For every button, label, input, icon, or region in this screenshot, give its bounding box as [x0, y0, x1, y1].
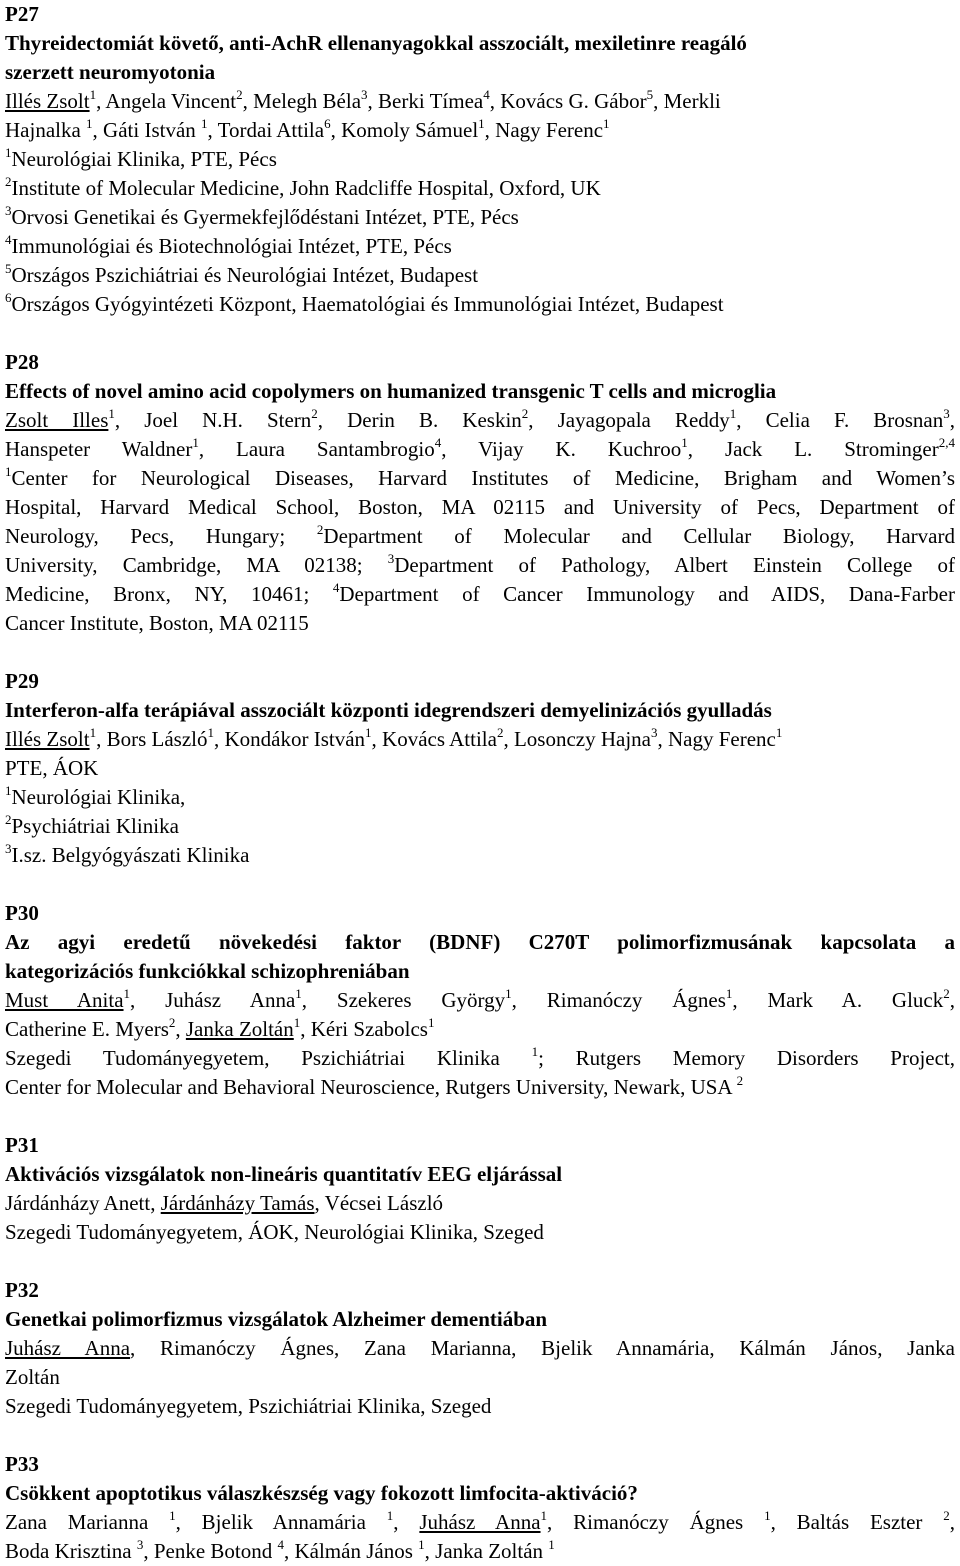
- text-run: Szegedi Tudományegyetem, Pszichiátriai Klinika: [5, 1046, 532, 1070]
- presenting-author: Janka Zoltán: [185, 1017, 294, 1041]
- presenting-author: Must Anita: [5, 988, 124, 1012]
- text-run: Zoltán: [5, 1365, 60, 1389]
- text-run: , Komoly Sámuel: [330, 118, 479, 142]
- text-run: , Berki Tímea: [367, 89, 484, 113]
- affiliation-marker: 3: [651, 725, 658, 740]
- presenting-author: Zsolt Illes: [5, 408, 109, 432]
- text-run: ; Rutgers Memory Disorders Project,: [538, 1046, 955, 1070]
- text-run: Cancer Institute, Boston, MA 02115: [5, 611, 309, 635]
- affiliation-line: [5, 1073, 955, 1102]
- affiliation-line: [5, 464, 955, 493]
- affiliation-marker: 1: [123, 986, 131, 1001]
- presenting-author: Illés Zsolt: [5, 727, 90, 751]
- affiliation-marker: 1: [478, 116, 485, 131]
- text-run: , Penke Botond: [143, 1539, 278, 1563]
- affiliation-line: [5, 609, 955, 638]
- affiliation-marker: 1: [681, 435, 688, 450]
- text-run: , Melegh Béla: [242, 89, 362, 113]
- affiliation-line: [5, 812, 955, 841]
- text-run: , Kálmán János: [283, 1539, 419, 1563]
- affiliation-marker: 2: [236, 87, 243, 102]
- text-run: Hanspeter Waldner: [5, 437, 193, 461]
- affiliation-marker: 1: [540, 1508, 548, 1523]
- affiliation-line: [5, 1044, 955, 1073]
- text-run: , Vijay K. Kuchroo: [441, 437, 682, 461]
- abstract-id: P30: [5, 901, 39, 925]
- text-run: , Angela Vincent: [96, 89, 237, 113]
- affiliation-marker: 3: [943, 406, 950, 421]
- abstract-id: P27: [5, 2, 39, 26]
- text-run: Immunológiai és Biotechnológiai Intézet, PTE, Pécs: [11, 234, 452, 258]
- affiliation-line: [5, 1218, 955, 1247]
- abstract-p28: [5, 348, 955, 638]
- affiliation-marker: 4: [434, 435, 442, 450]
- abstract-title-line: kategorizációs funkciókkal schizophreniában: [5, 959, 410, 983]
- text-run: , Laura Santambrogio: [198, 437, 435, 461]
- affiliation-marker: 1: [775, 725, 783, 740]
- text-run: , Rimanóczy Ágnes: [547, 1510, 765, 1534]
- affiliation-line: [5, 290, 955, 319]
- affiliation-marker: 3: [5, 203, 12, 218]
- affiliation-marker: 3: [387, 551, 395, 566]
- abstract-p33: [5, 1450, 955, 1566]
- text-run: Department of Cancer Immunology and AIDS, Dana-Farber: [339, 582, 955, 606]
- abstract-id: P32: [5, 1278, 39, 1302]
- text-run: Department of Molecular and Cellular Biology, Harvard: [323, 524, 955, 548]
- affiliation-marker: 1: [169, 1508, 176, 1523]
- affiliation-marker: 1: [201, 116, 208, 131]
- text-run: , Derin B. Keskin: [317, 408, 522, 432]
- affiliation-line: [5, 493, 955, 522]
- affiliation-marker: 1: [548, 1537, 555, 1552]
- affiliation-line: [5, 754, 955, 783]
- authors-line: [5, 1537, 955, 1566]
- affiliation-marker: 2: [736, 1073, 744, 1088]
- text-run: Center for Molecular and Behavioral Neuroscience, Rutgers University, Newark, USA: [5, 1075, 737, 1099]
- affiliation-marker: 4: [483, 87, 490, 102]
- text-run: Neurológiai Klinika,: [11, 785, 186, 809]
- abstract-title-line: Effects of novel amino acid copolymers on humanized transgenic T cells and microglia: [5, 379, 777, 403]
- authors-line: [5, 435, 955, 464]
- text-run: Neurology, Pecs, Hungary;: [5, 524, 317, 548]
- affiliation-marker: 5: [5, 261, 12, 276]
- authors-line: [5, 725, 955, 754]
- affiliation-marker: 4: [5, 232, 12, 247]
- text-run: , Celia F. Brosnan: [736, 408, 944, 432]
- abstract-id: P33: [5, 1452, 39, 1476]
- authors-line: [5, 1015, 955, 1044]
- affiliation-marker: 3: [136, 1537, 144, 1552]
- affiliation-marker: 6: [324, 116, 331, 131]
- text-run: , Kovács Attila: [371, 727, 497, 751]
- affiliation-marker: 1: [295, 986, 302, 1001]
- text-run: , Baltás Eszter: [770, 1510, 944, 1534]
- text-run: , Gáti István: [92, 118, 202, 142]
- affiliation-line: [5, 841, 955, 870]
- text-run: , Bors László: [96, 727, 208, 751]
- text-run: I.sz. Belgyógyászati Klinika: [11, 843, 250, 867]
- text-run: , Janka Zoltán: [424, 1539, 549, 1563]
- authors-line: [5, 406, 955, 435]
- abstract-id: P28: [5, 350, 39, 374]
- text-run: Department of Pathology, Albert Einstein College of: [394, 553, 955, 577]
- affiliation-line: [5, 580, 955, 609]
- text-run: , Rimanóczy Ágnes, Zana Marianna, Bjelik Annamária, Kálmán János, Janka: [130, 1336, 955, 1360]
- text-run: , Jack L. Strominger: [687, 437, 939, 461]
- abstract-p27: [5, 0, 955, 319]
- presenting-author: Juhász Anna: [5, 1336, 131, 1360]
- text-run: ,: [175, 1017, 186, 1041]
- affiliation-marker: 2: [943, 986, 950, 1001]
- text-run: , Tordai Attila: [207, 118, 325, 142]
- text-run: Országos Pszichiátriai és Neurológiai Intézet, Budapest: [11, 263, 479, 287]
- abstract-id: P31: [5, 1133, 39, 1157]
- affiliation-marker: 1: [418, 1537, 425, 1552]
- affiliation-line: [5, 783, 955, 812]
- affiliation-line: [5, 232, 955, 261]
- text-run: , Vécsei László: [314, 1191, 444, 1215]
- affiliation-marker: 1: [293, 1015, 301, 1030]
- text-run: PTE, ÁOK: [5, 756, 99, 780]
- text-run: , Kéri Szabolcs: [300, 1017, 428, 1041]
- affiliation-marker: 3: [5, 841, 12, 856]
- text-run: ,: [949, 408, 955, 432]
- text-run: , Merkli: [653, 89, 721, 113]
- text-run: , Nagy Ferenc: [484, 118, 604, 142]
- text-run: , Szekeres György: [301, 988, 506, 1012]
- text-run: University, Cambridge, MA 02138;: [5, 553, 388, 577]
- text-run: Zana Marianna: [5, 1510, 170, 1534]
- affiliation-line: [5, 203, 955, 232]
- affiliation-marker: 1: [427, 1015, 435, 1030]
- text-run: Medicine, Bronx, NY, 10461;: [5, 582, 333, 606]
- affiliation-line: [5, 145, 955, 174]
- text-run: Szegedi Tudományegyetem, Pszichiátriai Klinika, Szeged: [5, 1394, 492, 1418]
- affiliation-line: [5, 261, 955, 290]
- affiliation-marker: 6: [5, 290, 12, 305]
- presenting-author: Járdánházy Tamás: [160, 1191, 315, 1215]
- text-run: , Losonczy Hajna: [503, 727, 651, 751]
- abstract-title-line: Interferon-alfa terápiával asszociált központi idegrendszeri demyelinizációs gyulladás: [5, 698, 772, 722]
- text-run: , Kovács G. Gábor: [489, 89, 647, 113]
- text-run: Járdánházy Anett,: [5, 1191, 161, 1215]
- text-run: , Jayagopala Reddy: [528, 408, 730, 432]
- affiliation-marker: 2: [5, 174, 12, 189]
- abstract-title-line: Thyreidectomiát követő, anti-AchR ellenanyagokkal asszociált, mexiletinre reagáló: [5, 31, 747, 55]
- affiliation-marker: 1: [5, 145, 12, 160]
- text-run: , Bjelik Annamária: [175, 1510, 387, 1534]
- affiliation-marker: 2: [168, 1015, 176, 1030]
- authors-line: [5, 116, 955, 145]
- abstract-title-line: szerzett neuromyotonia: [5, 60, 216, 84]
- affiliation-marker: 2,4: [938, 435, 955, 450]
- abstract-title-line: Az agyi eredetű növekedési faktor (BDNF) C270T polimorfizmusának kapcsolata a: [5, 930, 955, 954]
- affiliation-marker: 1: [603, 116, 610, 131]
- affiliation-marker: 4: [277, 1537, 284, 1552]
- text-run: , Juhász Anna: [130, 988, 296, 1012]
- abstract-title-line: Aktivációs vizsgálatok non-lineáris quantitatív EEG eljárással: [5, 1162, 563, 1186]
- affiliation-marker: 3: [361, 87, 368, 102]
- authors-line: [5, 1189, 955, 1218]
- affiliation-marker: 1: [725, 986, 733, 1001]
- text-run: Hajnalka: [5, 118, 87, 142]
- text-run: , Mark A. Gluck: [732, 988, 944, 1012]
- affiliation-marker: 1: [5, 464, 12, 479]
- text-run: Psychiátriai Klinika: [11, 814, 179, 838]
- text-run: Boda Krisztina: [5, 1539, 137, 1563]
- text-run: ,: [949, 988, 955, 1012]
- affiliation-line: [5, 522, 955, 551]
- affiliation-marker: 4: [332, 580, 340, 595]
- affiliation-marker: 1: [5, 783, 12, 798]
- presenting-author: Illés Zsolt: [5, 89, 90, 113]
- affiliation-marker: 1: [729, 406, 737, 421]
- text-run: Institute of Molecular Medicine, John Radcliffe Hospital, Oxford, UK: [11, 176, 601, 200]
- text-run: , Joel N.H. Stern: [114, 408, 312, 432]
- affiliation-marker: 5: [646, 87, 654, 102]
- text-run: Neurológiai Klinika, PTE, Pécs: [11, 147, 277, 171]
- text-run: Hospital, Harvard Medical School, Boston, MA 02115 and University of Pecs, Department of: [5, 495, 955, 519]
- affiliation-marker: 1: [386, 1508, 394, 1523]
- authors-line: [5, 1334, 955, 1363]
- authors-line: [5, 986, 955, 1015]
- affiliation-marker: 1: [764, 1508, 771, 1523]
- text-run: Catherine E. Myers: [5, 1017, 169, 1041]
- abstract-p31: [5, 1131, 955, 1247]
- affiliation-marker: 1: [89, 725, 97, 740]
- affiliation-marker: 2: [521, 406, 529, 421]
- affiliation-marker: 2: [943, 1508, 950, 1523]
- authors-line: [5, 87, 955, 116]
- text-run: , Nagy Ferenc: [657, 727, 776, 751]
- abstract-p30: [5, 899, 955, 1102]
- text-run: Országos Gyógyintézeti Központ, Haematológiai és Immunológiai Intézet, Budapest: [11, 292, 724, 316]
- affiliation-marker: 1: [365, 725, 372, 740]
- affiliation-marker: 2: [496, 725, 504, 740]
- affiliation-marker: 1: [192, 435, 199, 450]
- authors-line: [5, 1363, 955, 1392]
- text-run: , Kondákor István: [213, 727, 366, 751]
- abstract-title-line: Csökkent apoptotikus válaszkészség vagy fokozott limfocita-aktiváció?: [5, 1481, 638, 1505]
- affiliation-marker: 1: [531, 1044, 539, 1059]
- text-run: Orvosi Genetikai és Gyermekfejlődéstani Intézet, PTE, Pécs: [11, 205, 519, 229]
- text-run: Center for Neurological Diseases, Harvard Institutes of Medicine, Brigham and Women’s: [11, 466, 955, 490]
- presenting-author: Juhász Anna: [419, 1510, 541, 1534]
- text-run: ,: [393, 1510, 420, 1534]
- affiliation-marker: 1: [505, 986, 512, 1001]
- affiliation-marker: 1: [108, 406, 115, 421]
- affiliation-marker: 2: [5, 812, 12, 827]
- text-run: ,: [949, 1510, 955, 1534]
- affiliation-marker: 2: [316, 522, 324, 537]
- text-run: Szegedi Tudományegyetem, ÁOK, Neurológiai Klinika, Szeged: [5, 1220, 544, 1244]
- affiliation-line: [5, 551, 955, 580]
- abstract-title-line: Genetkai polimorfizmus vizsgálatok Alzheimer dementiában: [5, 1307, 548, 1331]
- abstract-p32: [5, 1276, 955, 1421]
- affiliation-line: [5, 1392, 955, 1421]
- affiliation-marker: 1: [86, 116, 93, 131]
- affiliation-marker: 1: [89, 87, 97, 102]
- authors-line: [5, 1508, 955, 1537]
- text-run: , Rimanóczy Ágnes: [511, 988, 726, 1012]
- affiliation-line: [5, 174, 955, 203]
- abstract-id: P29: [5, 669, 39, 693]
- affiliation-marker: 1: [207, 725, 214, 740]
- affiliation-marker: 2: [311, 406, 318, 421]
- abstract-p29: [5, 667, 955, 870]
